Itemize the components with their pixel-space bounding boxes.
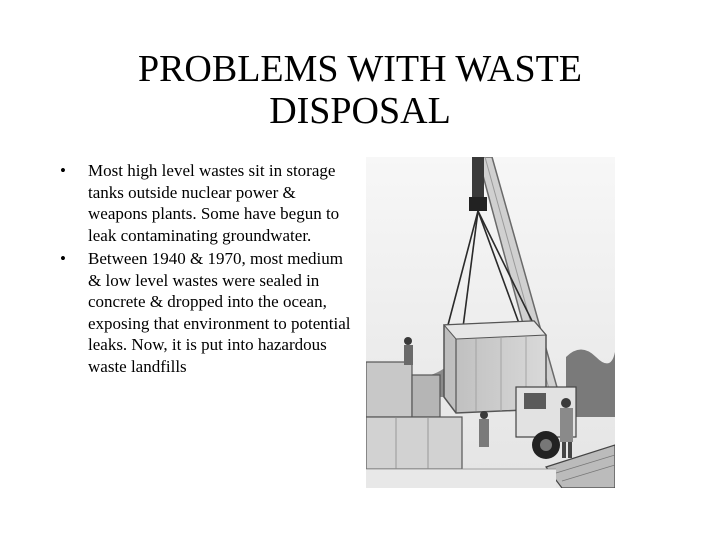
bullet-item-2 <box>58 248 358 377</box>
slide-title-line-1: PROBLEMS WITH WASTE <box>137 48 583 90</box>
slide-title <box>60 48 660 132</box>
bullet-text-1: Most high level wastes sit in storage tanks outside nuclear power & weapons plants. Some have begun to leak contaminating groundwater. <box>88 161 340 245</box>
crane-lifting-container-photo <box>366 157 615 488</box>
bullet-marker: • <box>60 249 66 268</box>
bullet-item-1 <box>58 160 358 246</box>
bullet-marker: • <box>60 161 66 180</box>
bullet-text-2: Between 1940 & 1970, most medium & low level wastes were sealed in concrete & dropped into the ocean, exposing that environment to potential leaks. Now, it is put into hazardous waste landfills <box>88 249 351 376</box>
bullet-list <box>58 160 358 379</box>
slide-title-line-2: DISPOSAL <box>269 90 451 132</box>
